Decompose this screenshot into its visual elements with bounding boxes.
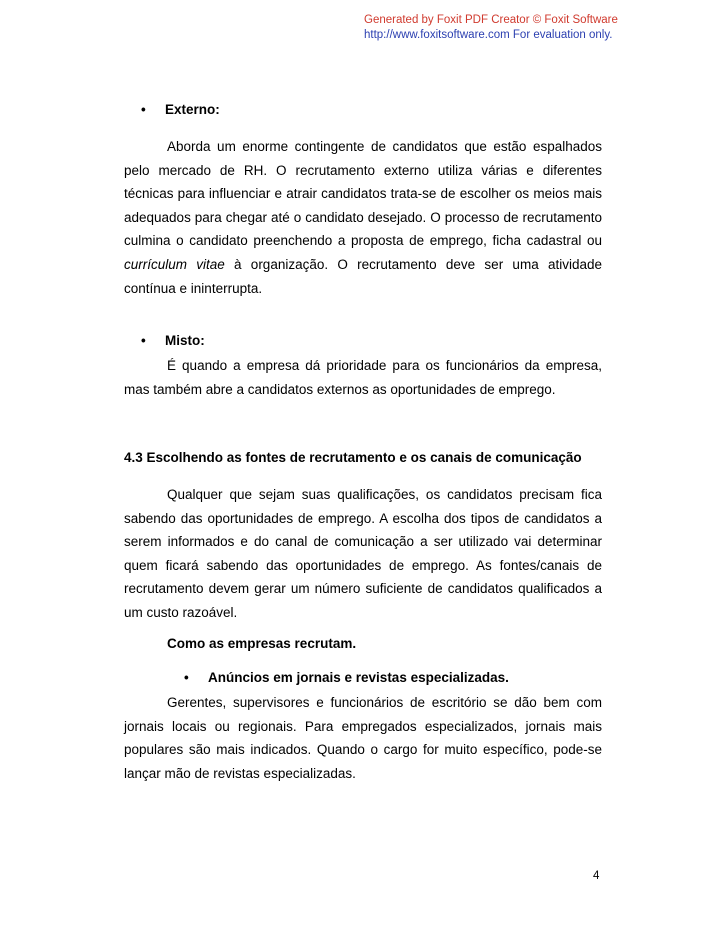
- paragraph-line: culmina o candidato preenchendo a proposta de emprego, ficha cadastral ou: [124, 233, 602, 249]
- paragraph-text: à organização. O recrutamento deve ser uma atividade: [234, 257, 602, 272]
- paragraph-line: jornais locais ou regionais. Para empregados especializados, jornais mais: [124, 718, 602, 734]
- paragraph-line: serem informados e do canal de comunicação a ser utilizado vai determinar: [124, 534, 602, 550]
- paragraph-line: mas também abre a candidatos externos as oportunidades de emprego.: [124, 381, 556, 397]
- paragraph-line: técnicas para influenciar e atrair candidatos trata-se de escolher os meios mais: [124, 186, 602, 202]
- paragraph-line: um custo razoável.: [124, 605, 238, 620]
- paragraph-line: contínua e ininterrupta.: [124, 280, 263, 296]
- paragraph-line: populares são mais indicados. Quando o cargo for muito específico, pode-se: [124, 742, 602, 758]
- bullet-icon: •: [141, 102, 146, 117]
- paragraph-line: É quando a empresa dá prioridade para os funcionários da empresa,: [167, 358, 602, 373]
- bullet-misto: [141, 331, 205, 351]
- bullet-title: Externo:: [165, 102, 220, 117]
- paragraph-line: recrutamento devem gerar um número suficiente de candidatos qualificados a: [124, 581, 602, 597]
- subheading: Como as empresas recrutam.: [167, 636, 357, 651]
- watermark-line-2: http://www.foxitsoftware.com For evaluation only.: [364, 29, 613, 41]
- paragraph-line: [124, 253, 602, 277]
- paragraph-line: pelo mercado de RH. O recrutamento externo utiliza várias e diferentes: [124, 162, 602, 178]
- italic-term: currículum vitae: [124, 257, 225, 272]
- paragraph-line: Gerentes, supervisores e funcionários de escritório se dão bem com: [167, 695, 602, 710]
- bullet-externo: [141, 100, 220, 120]
- paragraph-line: Qualquer que sejam suas qualificações, os candidatos precisam fica: [167, 487, 602, 502]
- paragraph-line: sabendo das oportunidades de emprego. A escolha dos tipos de candidatos a: [124, 510, 602, 526]
- bullet-title: Misto:: [165, 333, 205, 348]
- watermark-line-1: Generated by Foxit PDF Creator © Foxit Software: [364, 14, 618, 26]
- paragraph-line: lançar mão de revistas especializadas.: [124, 765, 356, 781]
- section-heading: 4.3 Escolhendo as fontes de recrutamento e os canais de comunicação: [124, 450, 582, 465]
- paragraph-line: Aborda um enorme contingente de candidatos que estão espalhados: [167, 139, 602, 154]
- evaluation-watermark: [364, 13, 618, 43]
- bullet-title: Anúncios em jornais e revistas especializadas.: [208, 670, 509, 685]
- paragraph-line: quem ficará sabendo das oportunidades de emprego. As fontes/canais de: [124, 557, 602, 573]
- bullet-icon: •: [184, 670, 189, 685]
- bullet-anuncios: [184, 668, 509, 688]
- bullet-icon: •: [141, 333, 146, 348]
- paragraph-line: adequados para chegar até o candidato desejado. O processo de recrutamento: [124, 209, 602, 225]
- page-number: 4: [593, 870, 600, 882]
